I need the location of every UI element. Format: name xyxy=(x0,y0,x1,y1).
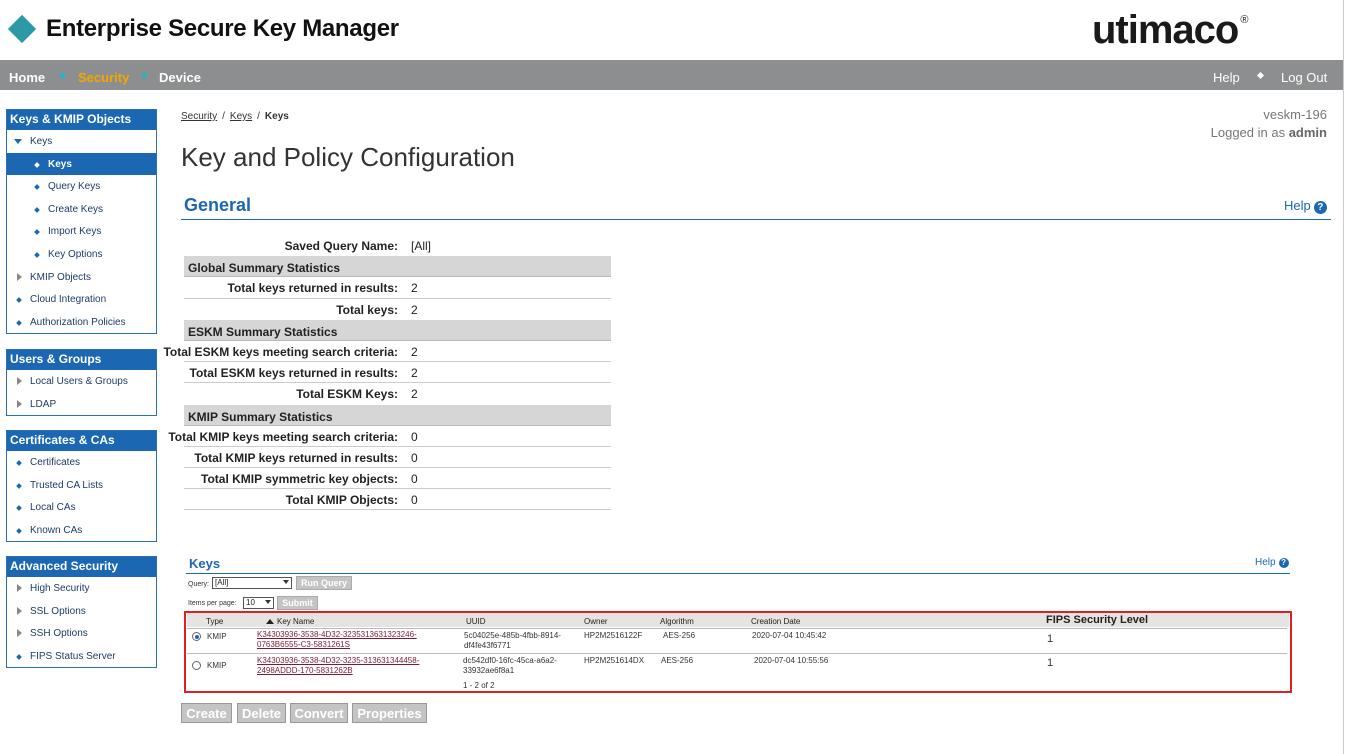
section-divider xyxy=(181,219,1331,220)
bullet-icon xyxy=(34,252,40,258)
sidebar-advanced-security xyxy=(6,556,157,668)
key-owner: HP2M251614DX xyxy=(584,656,645,665)
bullet-icon xyxy=(34,207,40,213)
column-header-algorithm[interactable]: Algorithm xyxy=(660,617,694,626)
breadcrumb xyxy=(181,111,289,122)
column-header-uuid[interactable]: UUID xyxy=(466,617,486,626)
stats-label: Total KMIP keys meeting search criteria: xyxy=(168,429,398,444)
key-name-line: 2498ADDD-170-5831262B xyxy=(257,666,353,675)
collapsed-arrow-icon xyxy=(17,629,22,637)
chevron-down-icon xyxy=(265,600,271,604)
hostname: veskm-196 xyxy=(1263,107,1327,122)
sidebar-item-label: FIPS Status Server xyxy=(30,650,116,662)
sidebar-certificates xyxy=(6,430,157,542)
key-fips-level: 1 xyxy=(1047,657,1054,669)
general-section-title: General xyxy=(184,195,252,215)
stats-group-header: Global Summary Statistics xyxy=(184,256,611,277)
key-type: KMIP xyxy=(207,661,227,670)
stats-label: Total keys returned in results: xyxy=(227,281,398,296)
stats-row xyxy=(184,447,611,468)
stats-label: Total ESKM keys meeting search criteria: xyxy=(163,344,398,359)
stats-label: Total keys: xyxy=(336,302,398,317)
stats-value: 0 xyxy=(411,450,418,465)
session-info xyxy=(1211,106,1327,142)
sidebar-item-label: SSL Options xyxy=(30,605,86,617)
sidebar-item-label: Import Keys xyxy=(48,226,102,238)
bullet-icon xyxy=(16,505,22,511)
summary-statistics-table xyxy=(163,235,611,510)
nav-separator-icon xyxy=(59,72,66,79)
sidebar-section-title: Users & Groups xyxy=(7,350,156,370)
sidebar-item-label: Known CAs xyxy=(30,524,83,536)
stats-label: Total KMIP Objects: xyxy=(285,493,398,508)
stats-label: Total KMIP symmetric key objects: xyxy=(201,472,398,487)
main-navbar xyxy=(0,60,1343,90)
sidebar-item-label: Cloud Integration xyxy=(30,294,107,306)
sidebar-item-label: Create Keys xyxy=(48,203,104,215)
sidebar-item-label: High Security xyxy=(30,583,90,594)
bullet-icon xyxy=(16,297,22,303)
sidebar-item-label: Keys xyxy=(48,158,72,170)
breadcrumb-separator: / xyxy=(222,111,225,122)
sidebar-item-ldap[interactable] xyxy=(7,393,156,416)
keys-help-link[interactable] xyxy=(1255,557,1289,568)
sidebar-item-import-keys[interactable] xyxy=(7,220,156,243)
sidebar-section-title: Keys & KMIP Objects xyxy=(7,110,156,130)
app-title: Enterprise Secure Key Manager xyxy=(46,15,399,42)
key-name-line: K34303936-3538-4D32-3235-313631344458- xyxy=(257,656,420,665)
general-help-link[interactable] xyxy=(1284,198,1327,214)
query-select-value: [All] xyxy=(215,578,229,587)
nav-help[interactable]: Help xyxy=(1213,70,1240,85)
app-diamond-icon xyxy=(8,15,36,43)
logged-in-line xyxy=(1211,124,1327,142)
nav-logout[interactable]: Log Out xyxy=(1281,70,1328,85)
sidebar-item-label: Authorization Policies xyxy=(30,316,126,328)
sidebar-item-certificates[interactable] xyxy=(7,451,156,474)
stats-value: 0 xyxy=(411,472,418,487)
sidebar-section-title: Advanced Security xyxy=(7,557,156,577)
collapsed-arrow-icon xyxy=(17,584,22,592)
column-header-type[interactable]: Type xyxy=(206,617,224,626)
utimaco-logo xyxy=(1092,8,1247,53)
column-header-owner[interactable]: Owner xyxy=(584,617,608,626)
sidebar-item-label: LDAP xyxy=(30,398,57,410)
breadcrumb-keys[interactable]: Keys xyxy=(229,111,253,122)
stats-row xyxy=(184,235,611,256)
help-label: Help xyxy=(1255,557,1276,568)
sidebar-item-label: SSH Options xyxy=(30,628,88,640)
logged-in-user: admin xyxy=(1288,125,1327,140)
bullet-icon xyxy=(34,230,40,236)
query-label: Query: xyxy=(188,581,210,588)
bullet-icon xyxy=(34,184,40,190)
stats-row xyxy=(184,362,611,383)
submit-button[interactable]: Submit xyxy=(277,596,318,610)
sidebar-item-label: Trusted CA Lists xyxy=(30,479,103,491)
bullet-icon xyxy=(16,320,22,326)
run-query-button[interactable]: Run Query xyxy=(296,576,352,590)
uuid-line: dc542df0-16fc-45ca-a6a2- xyxy=(463,656,557,665)
sidebar-item-create-keys[interactable] xyxy=(7,198,156,221)
sidebar-item-label: Local CAs xyxy=(30,502,76,514)
stats-value: 0 xyxy=(411,429,418,444)
bullet-icon xyxy=(16,483,22,489)
highlight-box xyxy=(184,611,1292,693)
stats-group-header: ESKM Summary Statistics xyxy=(184,320,611,341)
pagination-info: 1 - 2 of 2 xyxy=(463,681,495,690)
sidebar-item-key-options[interactable] xyxy=(7,243,156,266)
sidebar-item-known-cas[interactable] xyxy=(7,519,156,542)
sidebar-item-cloud-integration[interactable] xyxy=(7,288,156,311)
stats-row xyxy=(163,341,611,362)
section-divider xyxy=(186,573,1290,574)
collapsed-arrow-icon xyxy=(17,377,22,385)
nav-home[interactable]: Home xyxy=(9,70,46,85)
sidebar-item-keys-sub[interactable] xyxy=(7,153,156,176)
logo-text: utimaco xyxy=(1092,8,1239,52)
key-fips-level: 1 xyxy=(1047,633,1054,645)
stats-row xyxy=(184,468,611,489)
sidebar-item-local-cas[interactable] xyxy=(7,496,156,519)
stats-value: 0 xyxy=(411,493,418,508)
stats-value: 2 xyxy=(411,366,418,381)
help-question-icon: ? xyxy=(1279,558,1289,568)
sidebar-item-trusted-ca-lists[interactable] xyxy=(7,474,156,497)
nav-separator-icon xyxy=(1257,72,1264,79)
key-creation-date: 2020-07-04 10:45:42 xyxy=(752,631,827,640)
stats-label: Total KMIP keys returned in results: xyxy=(194,450,398,465)
stats-row xyxy=(184,277,611,298)
stats-value: 2 xyxy=(411,302,418,317)
key-algorithm: AES-256 xyxy=(661,656,694,665)
key-name-line: 0763B6555-C3-5831261S xyxy=(257,640,350,649)
stats-value: 2 xyxy=(411,344,418,359)
collapsed-arrow-icon xyxy=(17,400,22,408)
breadcrumb-security[interactable]: Security xyxy=(181,111,218,122)
key-name-line: K34303936-3538-4D32-3235313631323246- xyxy=(257,630,417,639)
sidebar-item-kmip-objects[interactable] xyxy=(7,266,156,289)
column-header-key-name-label: Key Name xyxy=(277,617,315,626)
collapsed-arrow-icon xyxy=(17,273,22,281)
items-per-page-select[interactable] xyxy=(243,597,274,609)
breadcrumb-separator: / xyxy=(257,111,260,122)
sidebar-item-label: Keys xyxy=(30,136,53,147)
bullet-icon xyxy=(34,162,40,168)
uuid-line: 33932ae6f8a1 xyxy=(463,666,515,675)
sidebar-item-query-keys[interactable] xyxy=(7,175,156,198)
sidebar-item-fips-status-server[interactable] xyxy=(7,645,156,668)
sidebar-item-label: KMIP Objects xyxy=(30,271,91,283)
key-creation-date: 2020-07-04 10:55:56 xyxy=(754,656,829,665)
stats-label: Total ESKM keys returned in results: xyxy=(189,366,398,381)
expanded-arrow-icon xyxy=(14,139,22,144)
sidebar-item-label: Key Options xyxy=(48,248,103,260)
nav-security[interactable]: Security xyxy=(78,70,130,85)
key-type: KMIP xyxy=(207,632,227,641)
keys-section-title: Keys xyxy=(189,556,221,571)
items-per-page-label: Items per page: xyxy=(188,600,237,607)
sidebar-section-title: Certificates & CAs xyxy=(7,431,156,451)
sidebar-item-label: Certificates xyxy=(30,457,81,468)
help-label: Help xyxy=(1284,198,1311,213)
page-title: Key and Policy Configuration xyxy=(181,142,515,172)
stats-row xyxy=(184,383,611,404)
stats-value: 2 xyxy=(411,281,418,296)
column-header-creation-date[interactable]: Creation Date xyxy=(751,617,801,626)
query-select[interactable] xyxy=(212,577,292,589)
page-edge-divider xyxy=(1343,0,1344,754)
properties-button[interactable]: Properties xyxy=(352,703,427,723)
bullet-icon xyxy=(16,528,22,534)
sidebar-item-high-security[interactable] xyxy=(7,577,156,600)
collapsed-arrow-icon xyxy=(17,607,22,615)
items-per-page-value: 10 xyxy=(246,598,255,607)
stats-row xyxy=(184,489,611,510)
sidebar-keys-kmip xyxy=(6,109,157,334)
delete-button[interactable]: Delete xyxy=(237,703,286,723)
convert-button[interactable]: Convert xyxy=(290,703,348,723)
sidebar-item-ssh-options[interactable] xyxy=(7,622,156,645)
breadcrumb-current: Keys xyxy=(264,111,289,122)
uuid-line: 5c04025e-485b-4fbb-8914- xyxy=(464,631,561,640)
top-header xyxy=(0,0,1347,60)
create-button[interactable]: Create xyxy=(181,703,232,723)
sidebar-item-label: Local Users & Groups xyxy=(30,376,128,387)
column-header-fips[interactable]: FIPS Security Level xyxy=(1046,614,1149,626)
stats-row xyxy=(184,299,611,320)
sidebar-item-local-users-groups[interactable] xyxy=(7,370,156,393)
registered-mark: ® xyxy=(1240,14,1248,26)
nav-separator-icon xyxy=(141,72,148,79)
key-algorithm: AES-256 xyxy=(663,631,696,640)
stats-group-header: KMIP Summary Statistics xyxy=(184,405,611,426)
sidebar-item-authorization-policies[interactable] xyxy=(7,311,156,334)
uuid-line: df4fe43f6771 xyxy=(464,641,511,650)
sidebar-item-ssl-options[interactable] xyxy=(7,600,156,623)
stats-label: Saved Query Name: xyxy=(284,239,398,253)
bullet-icon xyxy=(16,460,22,466)
nav-device[interactable]: Device xyxy=(159,70,201,85)
chevron-down-icon xyxy=(283,580,289,584)
logged-in-label: Logged in as xyxy=(1210,125,1286,140)
sidebar-item-label: Query Keys xyxy=(48,181,101,193)
sidebar-item-keys[interactable] xyxy=(7,130,156,153)
key-owner: HP2M2516122F xyxy=(584,631,643,640)
stats-value: [All] xyxy=(411,239,432,253)
stats-value: 2 xyxy=(411,387,418,402)
sidebar-users-groups xyxy=(6,349,157,416)
help-question-icon: ? xyxy=(1314,201,1327,214)
stats-row xyxy=(168,426,611,447)
bullet-icon xyxy=(16,654,22,660)
stats-label: Total ESKM Keys: xyxy=(296,387,398,402)
